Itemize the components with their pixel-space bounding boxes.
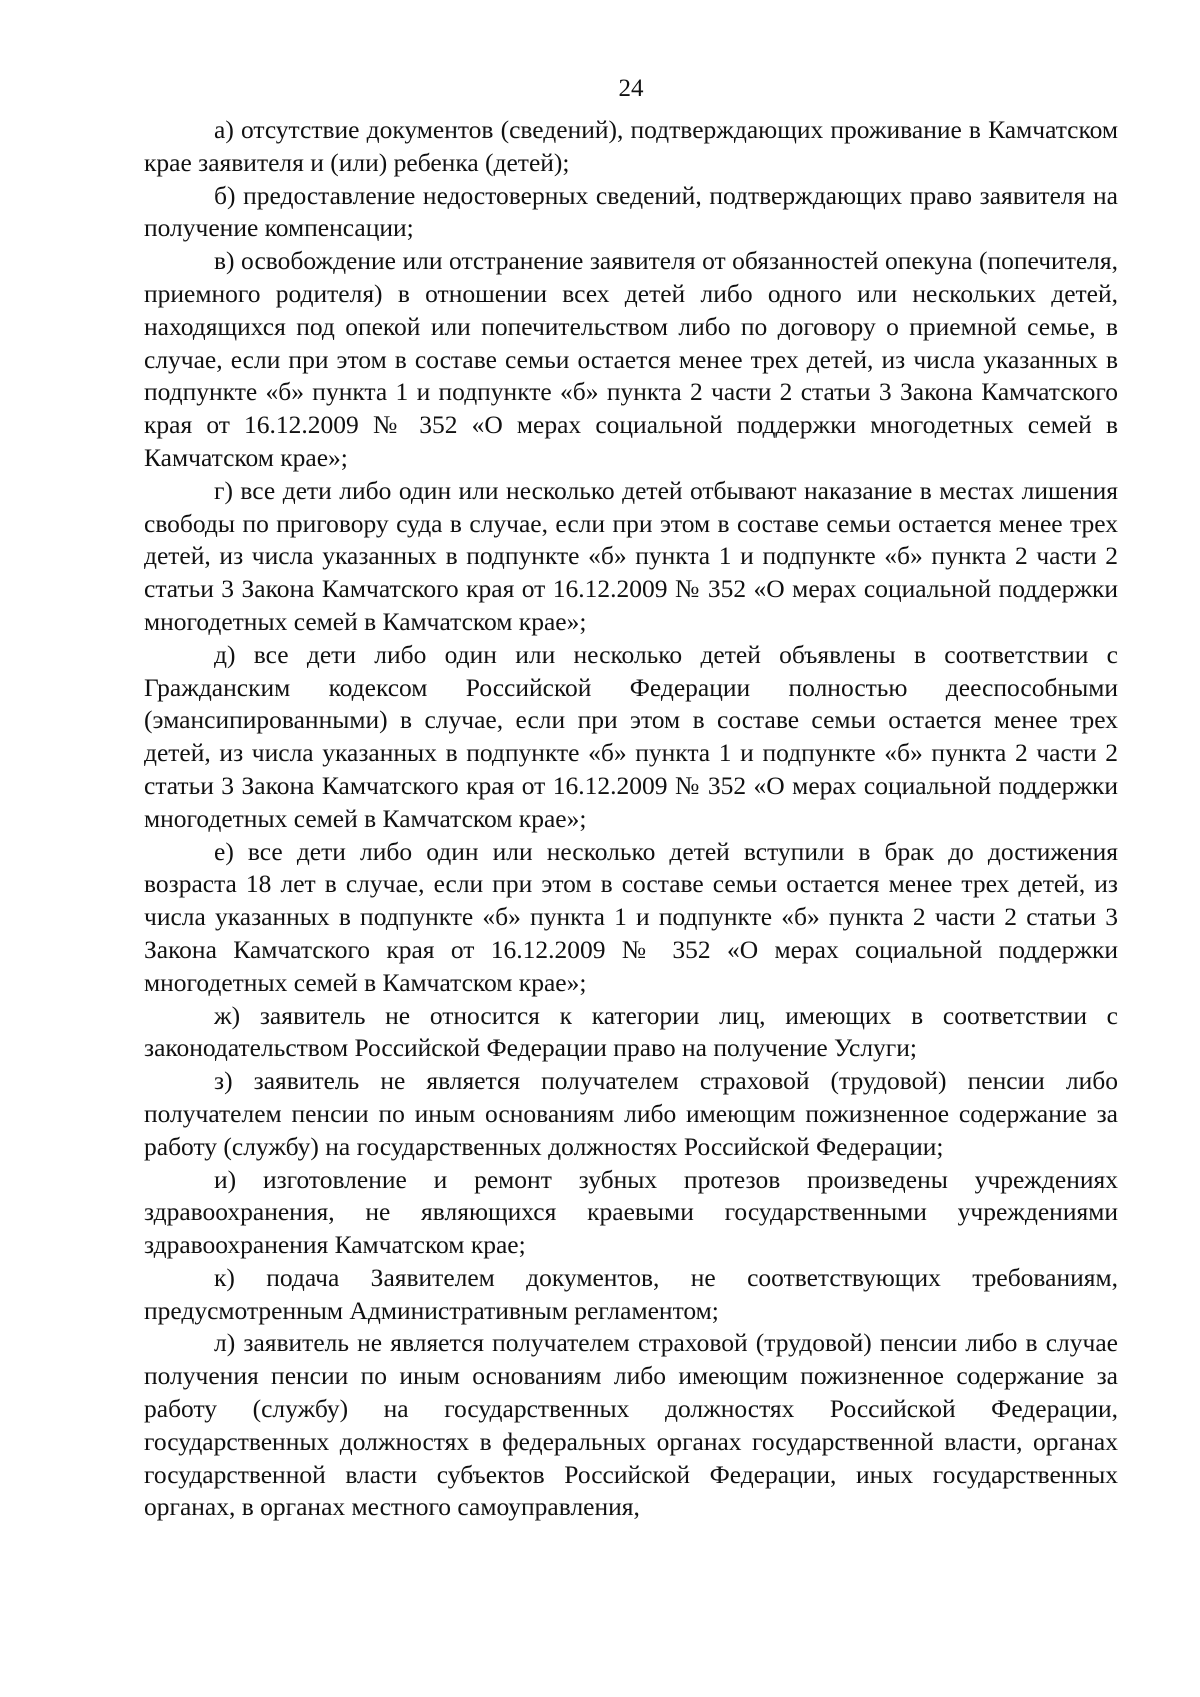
paragraph-d: д) все дети либо один или несколько детей объявлены в соответствии с Гражданским кодексом Российской Федерации полностью дееспособными (эмансипированными) в случае, если при этом в составе семьи остается менее трех детей, из числа указанных в подпункте «б» пункта 1 и подпункте «б» пункта 2 части 2 статьи 3 Закона Камчатского края от 16.12.2009 № 352 «О мерах социальной поддержки многодетных семей в Камчатском крае»; xyxy=(144,639,1118,833)
paragraph-i: и) изготовление и ремонт зубных протезов произведены учреждениях здравоохранения, не являющихся краевыми государственными учреждениями здравоохранения Камчатском крае; xyxy=(144,1164,1118,1260)
paragraph-v: в) освобождение или отстранение заявителя от обязанностей опекуна (попечителя, приемного родителя) в отношении всех детей либо одного или нескольких детей, находящихся под опекой или попечительством либо по договору о приемной семье, в случае, если при этом в составе семьи остается менее трех детей, из числа указанных в подпункте «б» пункта 1 и подпункте «б» пункта 2 части 2 статьи 3 Закона Камчатского края от 16.12.2009 № 352 «О мерах социальной поддержки многодетных семей в Камчатском крае»; xyxy=(144,246,1118,472)
paragraph-z: з) заявитель не является получателем страховой (трудовой) пенсии либо получателем пенсии по иным основаниям либо имеющим пожизненное содержание за работу (службу) на государственных должностях Российской Федерации; xyxy=(144,1066,1118,1161)
paragraph-k: к) подача Заявителем документов, не соответствующих требованиям, предусмотренным Административным регламентом; xyxy=(144,1262,1118,1325)
paragraph-a: а) отсутствие документов (сведений), подтверждающих проживание в Камчатском крае заявителя и (или) ребенка (детей); xyxy=(144,115,1118,177)
paragraph-b: б) предоставление недостоверных сведений, подтверждающих право заявителя на получение компенсации; xyxy=(144,180,1118,243)
paragraph-zh: ж) заявитель не относится к категории лиц, имеющих в соответствии с законодательством Российской Федерации право на получение Услуги; xyxy=(144,1000,1118,1063)
paragraph-l: л) заявитель не является получателем страховой (трудовой) пенсии либо в случае получения пенсии по иным основаниям либо имеющим пожизненное содержание за работу (службу) на государственных должностях Российской Федерации, государственных должностях в федеральных органах государственной власти, органах государственной власти субъектов Российской Федерации, иных государственных органах, в органах местного самоуправления, xyxy=(144,1328,1118,1522)
paragraph-e: е) все дети либо один или несколько детей вступили в брак до достижения возраста 18 лет в случае, если при этом в составе семьи остается менее трех детей, из числа указанных в подпункте «б» пункта 1 и подпункте «б» пункта 2 части 2 статьи 3 Закона Камчатского края от 16.12.2009 № 352 «О мерах социальной поддержки многодетных семей в Камчатском крае»; xyxy=(144,836,1118,997)
page-number: 24 xyxy=(618,75,644,102)
paragraph-g: г) все дети либо один или несколько детей отбывают наказание в местах лишения свободы по приговору суда в случае, если при этом в составе семьи остается менее трех детей, из числа указанных в подпункте «б» пункта 1 и подпункте «б» пункта 2 части 2 статьи 3 Закона Камчатского края от 16.12.2009 № 352 «О мерах социальной поддержки многодетных семей в Камчатском крае»; xyxy=(144,475,1118,636)
document-body xyxy=(144,114,1118,1524)
